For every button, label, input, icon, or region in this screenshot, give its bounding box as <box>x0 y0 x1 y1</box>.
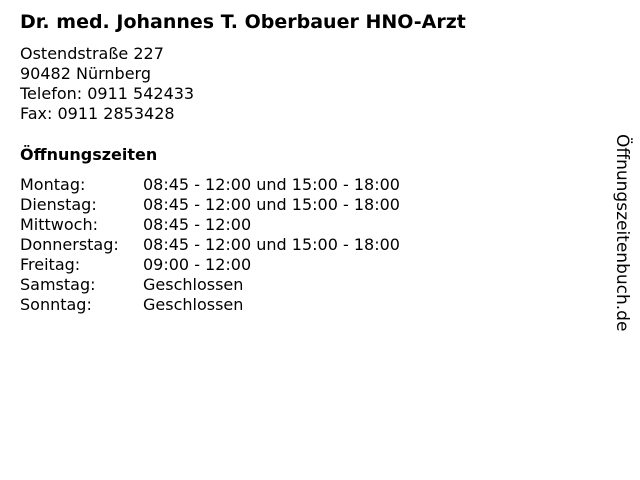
day-label: Samstag: <box>20 275 96 294</box>
day-label: Donnerstag: <box>20 235 119 254</box>
day-label: Dienstag: <box>20 195 97 214</box>
fax-number: Fax: 0911 2853428 <box>20 104 175 123</box>
hours-row-tuesday <box>20 195 400 215</box>
time-value: 08:45 - 12:00 und 15:00 - 18:00 <box>143 235 400 254</box>
hours-row-wednesday <box>20 215 400 235</box>
hours-row-saturday <box>20 275 400 295</box>
hours-row-thursday <box>20 235 400 255</box>
day-label: Sonntag: <box>20 295 92 314</box>
site-brand-vertical <box>612 134 632 336</box>
address-block <box>20 44 194 124</box>
opening-hours-table <box>20 175 400 315</box>
hours-row-sunday <box>20 295 400 315</box>
time-value: Geschlossen <box>143 295 244 314</box>
page-title: Dr. med. Johannes T. Oberbauer HNO-Arzt <box>20 11 466 33</box>
site-brand-text: Öffnungszeitenbuch.de <box>612 134 632 332</box>
opening-hours-heading: Öffnungszeiten <box>20 145 158 164</box>
time-value: 08:45 - 12:00 und 15:00 - 18:00 <box>143 175 400 194</box>
time-value: Geschlossen <box>143 275 244 294</box>
street-address: Ostendstraße 227 <box>20 44 164 63</box>
day-label: Montag: <box>20 175 86 194</box>
day-label: Mittwoch: <box>20 215 98 234</box>
hours-row-monday <box>20 175 400 195</box>
city-postal-code: 90482 Nürnberg <box>20 64 151 83</box>
day-label: Freitag: <box>20 255 81 274</box>
time-value: 09:00 - 12:00 <box>143 255 252 274</box>
hours-row-friday <box>20 255 400 275</box>
time-value: 08:45 - 12:00 <box>143 215 252 234</box>
phone-number: Telefon: 0911 542433 <box>20 84 195 103</box>
time-value: 08:45 - 12:00 und 15:00 - 18:00 <box>143 195 400 214</box>
